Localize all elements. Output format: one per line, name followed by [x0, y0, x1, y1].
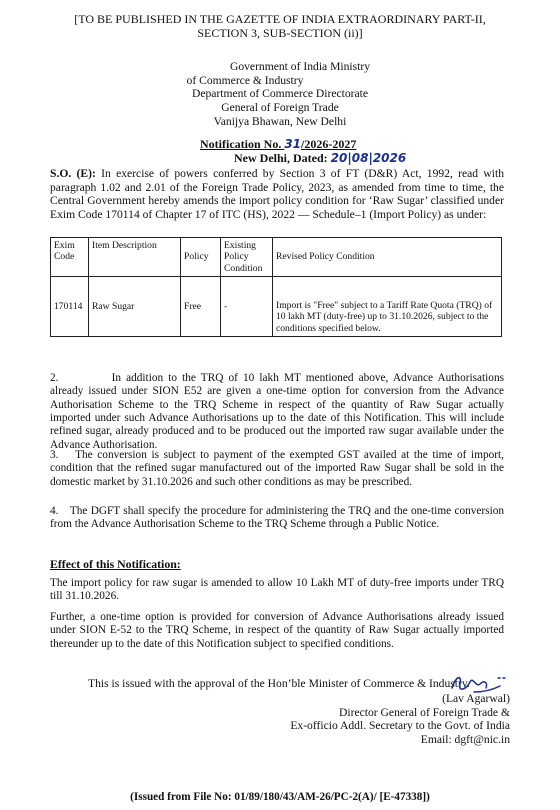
approval-line: This is issued with the approval of the Hon’ble Minister of Commerce & Industry.: [88, 677, 470, 690]
signature-block: [210, 692, 510, 747]
header-revised-policy-condition: Revised Policy Condition: [273, 238, 502, 277]
ministry-line-5: Vanijya Bhawan, New Delhi: [213, 114, 347, 128]
effect-paragraph-1: The import policy for raw sugar is amended to allow 10 Lakh MT of duty-free imports under TRQ till 31.10.2026.: [50, 577, 504, 603]
ministry-block: [150, 60, 410, 128]
signatory-email: Email: dgft@nic.in: [420, 733, 510, 747]
notification-number-prefix: Notification No.: [200, 137, 285, 151]
notification-number-handwritten: 31: [284, 137, 302, 151]
cell-existing-condition: -: [221, 276, 273, 336]
so-label: S.O. (E):: [50, 167, 96, 180]
intro-paragraph: [50, 167, 504, 222]
header-item-description: Item Description: [89, 238, 181, 277]
gazette-header: [40, 12, 520, 40]
ministry-line-4: General of Foreign Trade: [221, 101, 339, 115]
paragraph-2: [50, 372, 504, 452]
header-existing-policy-condition: Existing Policy Condition: [221, 238, 273, 277]
signatory-title-2: Ex-officio Addl. Secretary to the Govt. of India: [290, 719, 510, 733]
ministry-line-3: Department of Commerce Directorate: [191, 87, 369, 101]
file-reference: (Issued from File No: 01/89/180/43/AM-26/PC-2(A)/ [E-47338]): [130, 791, 430, 803]
notification-date-prefix: New Delhi, Dated:: [234, 151, 331, 165]
table-row: [51, 276, 502, 336]
paragraph-2-text: In addition to the TRQ of 10 lakh MT mentioned above, Advance Authorisations already issued under SION E52 are given a one-time option for conversion from the Advance Authorisation Scheme to the TRQ Scheme in respect of the quantity of Raw Sugar actually imported under such Advance Authorisations up to the date of this Notification. This will include refined sugar, already produced and to be produced out the imported raw sugar available under the Advance Authorisation.: [50, 372, 505, 451]
effect-paragraph-2: Further, a one-time option is provided for conversion of Advance Authorisations already issued under SION E-52 to the TRQ Scheme, in respect of the quantity of Raw Sugar actually imported thereunder up to the date of this Notification subject to specified conditions.: [50, 611, 504, 650]
paragraph-3-text: The conversion is subject to payment of the exempted GST availed at the time of import, condition that the refined sugar manufactured out of the imported Raw Sugar shall be sold in the domestic market by 31.10.2026 and such other conditions as may be prescribed.: [50, 449, 505, 488]
signatory-name: (Lav Agarwal): [442, 692, 510, 705]
ministry-line-2: of Commerce & Industry: [186, 73, 304, 87]
paragraph-4: [50, 505, 504, 532]
cell-revised-condition: Import is "Free" subject to a Tariff Rate Quota (TRQ) of 10 lakh MT (duty-free) up to 31.10.2026, subject to the conditions specified below.: [273, 276, 502, 336]
notification-number-suffix: /2026-2027: [301, 137, 357, 151]
header-exim-code: Exim Code: [51, 238, 89, 277]
cell-item-description: Raw Sugar: [89, 276, 181, 336]
ministry-line-1: Government of India Ministry: [229, 60, 371, 73]
cell-policy: Free: [181, 276, 221, 336]
gazette-line-2: SECTION 3, SUB-SECTION (ii)]: [197, 26, 363, 41]
signatory-title-1: Director General of Foreign Trade &: [339, 705, 510, 719]
policy-table: [50, 237, 502, 337]
header-policy: Policy: [181, 238, 221, 277]
paragraph-2-number: 2.: [50, 372, 59, 384]
notification-date-handwritten: 20|08|2026: [330, 151, 407, 165]
paragraph-4-number: 4.: [50, 505, 59, 517]
table-header-row: [51, 238, 502, 277]
paragraph-3-number: 3.: [50, 449, 59, 461]
gazette-line-1: [TO BE PUBLISHED IN THE GAZETTE OF INDIA EXTRAORDINARY PART-II,: [74, 12, 486, 26]
notification-date: [234, 151, 524, 165]
paragraph-4-text: The DGFT shall specify the procedure for administering the TRQ and the one-time conversion from the Advance Authorisation Scheme to the TRQ Scheme through a Public Notice.: [50, 505, 505, 531]
notification-number: [200, 137, 500, 151]
intro-text: In exercise of powers conferred by Section 3 of FT (D&R) Act, 1992, read with paragraph 1.02 and 2.01 of the Foreign Trade Policy, 2023, as amended from time to time, the Central Government hereby amends the import policy condition for ‘Raw Sugar’ classified under Exim Code 170114 of Chapter 17 of ITC (HS), 2022 — Schedule–1 (Import Policy) as under:: [50, 167, 505, 222]
cell-exim-code: 170114: [51, 276, 89, 336]
paragraph-3: [50, 449, 504, 489]
effect-heading: Effect of this Notification:: [50, 557, 181, 571]
